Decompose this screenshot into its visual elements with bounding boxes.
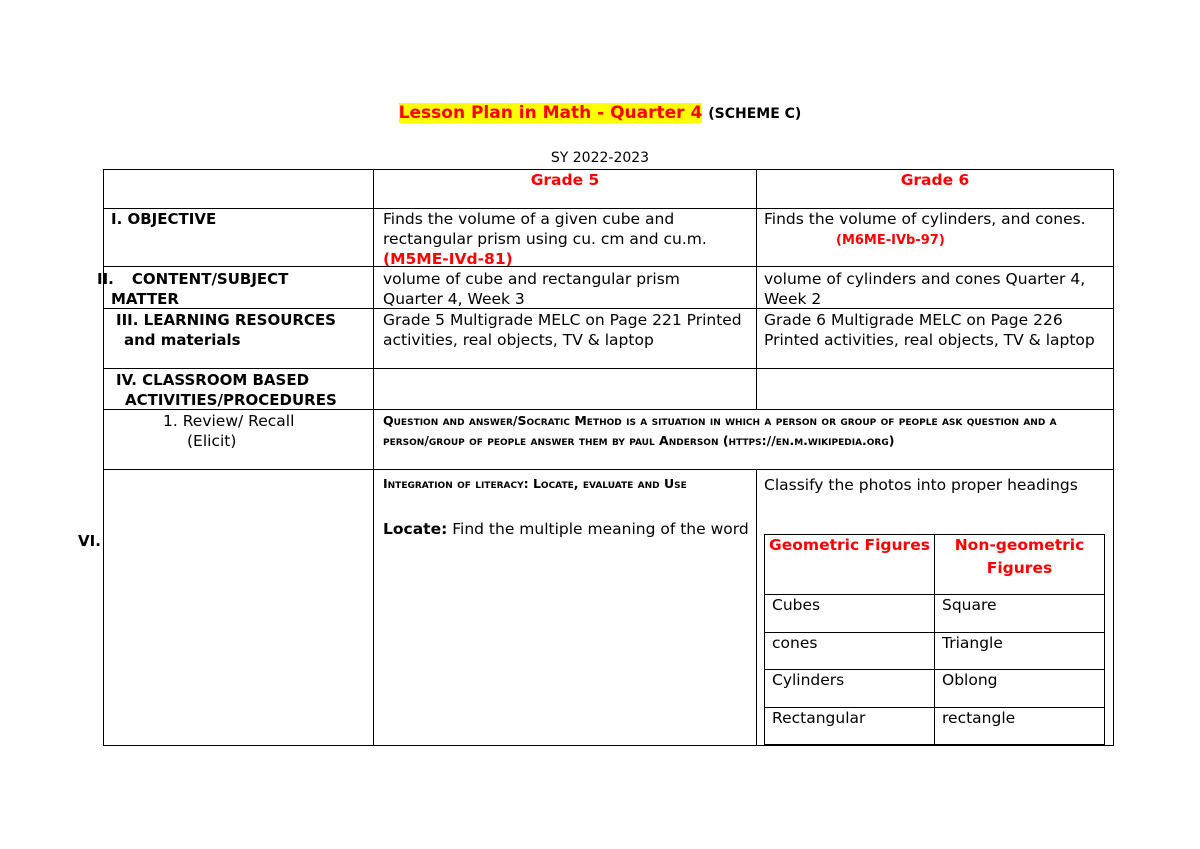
table-col-divider xyxy=(756,469,757,746)
table-border-left xyxy=(103,169,104,746)
figures-cell: Triangle xyxy=(942,634,1003,652)
review-label: 1. Review/ Recall (Elicit) xyxy=(163,412,295,450)
review-text: Question and answer/Socratic Method is a situation in which a person or group of people ask question and a person/group of people answer them by paul Anderson (https://en.m.wikipedia.org) xyxy=(383,413,1057,448)
objective-grade5: Finds the volume of a given cube and rectangular prism using cu. cm and cu.m. (M5ME-IVd-81) xyxy=(383,210,707,268)
vi-label: VI. xyxy=(78,532,101,550)
title-highlight: Lesson Plan in Math - Quarter 4 xyxy=(398,103,703,123)
classroom-label: IV. CLASSROOM BASED ACTIVITIES/PROCEDURES xyxy=(116,371,337,409)
table-divider xyxy=(103,368,1114,369)
figures-cell: Cylinders xyxy=(772,671,845,689)
figures-table xyxy=(764,534,1105,745)
figures-cell: Oblong xyxy=(942,671,998,689)
vi-grade6-text: Classify the photos into proper headings xyxy=(764,476,1078,494)
objective-label: I. OBJECTIVE xyxy=(111,210,217,228)
table-col-divider xyxy=(756,169,757,410)
objective-grade6: Finds the volume of cylinders, and cones. (M6ME-IVb-97) xyxy=(764,210,1086,248)
table-border-bottom xyxy=(103,745,1114,746)
figures-cell: Square xyxy=(942,596,997,614)
figures-header-nongeometric: Non-geometric Figures xyxy=(954,536,1085,577)
page-title xyxy=(0,103,1200,123)
resources-grade5: Grade 5 Multigrade MELC on Page 221 Printed activities, real objects, TV & laptop xyxy=(383,311,742,349)
grade5-header: Grade 5 xyxy=(530,171,600,189)
content-grade5: volume of cube and rectangular prism Quarter 4, Week 3 xyxy=(383,270,680,308)
grade6-header: Grade 6 xyxy=(900,171,970,189)
school-year: SY 2022-2023 xyxy=(550,150,650,166)
content-label: II. CONTENT/SUBJECT MATTER xyxy=(97,270,289,308)
title-scheme: (SCHEME C) xyxy=(708,106,802,122)
figures-header-geometric: Geometric Figures xyxy=(769,536,930,554)
table-col-divider xyxy=(373,169,374,746)
content-grade6: volume of cylinders and cones Quarter 4, Week 2 xyxy=(764,270,1086,308)
figures-cell: cones xyxy=(772,634,818,652)
resources-grade6: Grade 6 Multigrade MELC on Page 226 Printed activities, real objects, TV & laptop xyxy=(764,311,1095,349)
table-divider xyxy=(103,469,1114,470)
figures-cell: Rectangular xyxy=(772,709,866,727)
resources-label: III. LEARNING RESOURCES and materials xyxy=(116,311,336,349)
table-border-right xyxy=(1113,169,1114,746)
vi-grade5-heading: Integration of literacy: Locate, evaluate and Use xyxy=(383,476,687,491)
figures-cell: Cubes xyxy=(772,596,821,614)
figures-cell: rectangle xyxy=(942,709,1016,727)
vi-grade5-locate: Locate: Find the multiple meaning of the word xyxy=(383,520,749,538)
